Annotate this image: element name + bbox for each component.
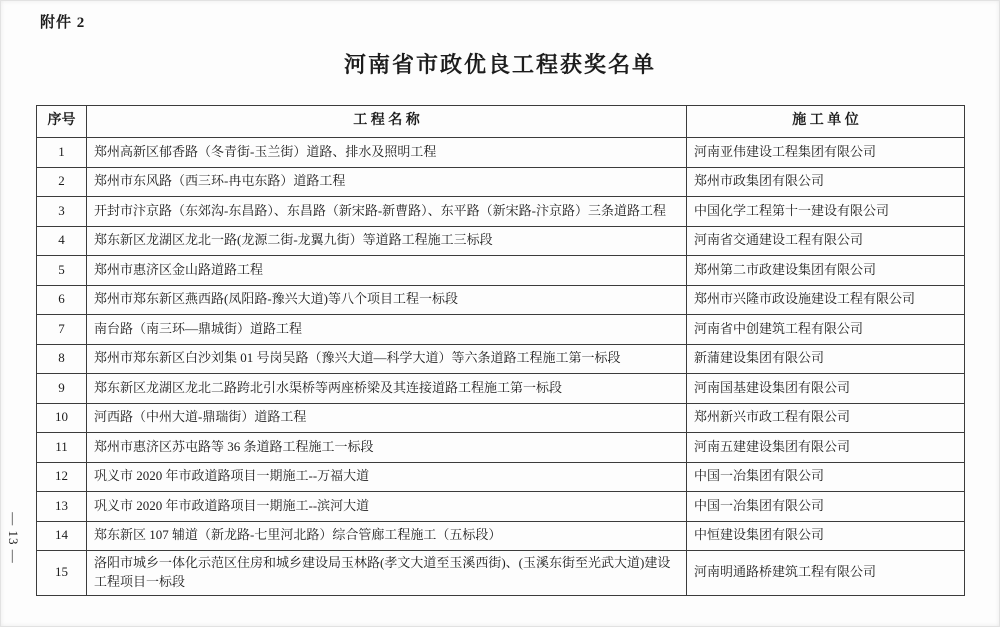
project-name-cell: 郑州市东风路（西三环-冉屯东路）道路工程 xyxy=(87,167,687,197)
project-name-cell: 郑州市郑东新区燕西路(凤阳路-豫兴大道)等八个项目工程一标段 xyxy=(87,285,687,315)
page-title: 河南省市政优良工程获奖名单 xyxy=(343,52,656,77)
table-row xyxy=(37,374,965,404)
row-index-cell: 1 xyxy=(37,138,87,168)
company-name-cell: 河南国基建设集团有限公司 xyxy=(687,374,965,404)
project-name-cell: 郑东新区龙湖区龙北二路跨北引水渠桥等两座桥梁及其连接道路工程施工第一标段 xyxy=(87,374,687,404)
row-index-cell: 10 xyxy=(37,403,87,433)
table-row xyxy=(37,492,965,522)
company-name-cell: 郑州市政集团有限公司 xyxy=(687,167,965,197)
company-name-cell: 河南亚伟建设工程集团有限公司 xyxy=(687,138,965,168)
row-index-cell: 7 xyxy=(37,315,87,345)
table-row xyxy=(37,226,965,256)
row-index-cell: 6 xyxy=(37,285,87,315)
company-name-cell: 河南五建建设集团有限公司 xyxy=(687,433,965,463)
table-row xyxy=(37,167,965,197)
table-row xyxy=(37,315,965,345)
company-name-cell: 中国一冶集团有限公司 xyxy=(687,462,965,492)
project-name-cell: 郑州市郑东新区白沙刘集 01 号岗吴路（豫兴大道—科学大道）等六条道路工程施工第一标段 xyxy=(87,344,687,374)
table-row xyxy=(37,521,965,551)
awards-table xyxy=(36,105,965,596)
row-index-cell: 11 xyxy=(37,433,87,463)
row-index-cell: 13 xyxy=(37,492,87,522)
header-index: 序号 xyxy=(37,106,87,138)
page-number xyxy=(0,492,28,584)
table-header-row xyxy=(37,106,965,138)
row-index-cell: 3 xyxy=(37,197,87,227)
row-index-cell: 8 xyxy=(37,344,87,374)
company-name-cell: 新蒲建设集团有限公司 xyxy=(687,344,965,374)
table-row xyxy=(37,462,965,492)
project-name-cell: 洛阳市城乡一体化示范区住房和城乡建设局玉林路(孝文大道至玉溪西街)、(玉溪东街至光武大道)建设工程项目一标段 xyxy=(87,551,687,596)
table-row xyxy=(37,403,965,433)
header-construction-company: 施 工 单 位 xyxy=(687,106,965,138)
header-project-name: 工 程 名 称 xyxy=(87,106,687,138)
table-row xyxy=(37,551,965,596)
company-name-cell: 中恒建设集团有限公司 xyxy=(687,521,965,551)
company-name-cell: 河南明通路桥建筑工程有限公司 xyxy=(687,551,965,596)
project-name-cell: 郑州高新区郁香路（冬青街-玉兰街）道路、排水及照明工程 xyxy=(87,138,687,168)
project-name-cell: 郑州市惠济区金山路道路工程 xyxy=(87,256,687,286)
table-row xyxy=(37,256,965,286)
project-name-cell: 郑东新区龙湖区龙北一路(龙源二街-龙翼九街）等道路工程施工三标段 xyxy=(87,226,687,256)
row-index-cell: 12 xyxy=(37,462,87,492)
project-name-cell: 郑州市惠济区苏屯路等 36 条道路工程施工一标段 xyxy=(87,433,687,463)
row-index-cell: 9 xyxy=(37,374,87,404)
page-number-text: — 13 — xyxy=(6,512,21,564)
row-index-cell: 14 xyxy=(37,521,87,551)
company-name-cell: 郑州新兴市政工程有限公司 xyxy=(687,403,965,433)
row-index-cell: 15 xyxy=(37,551,87,596)
table-row xyxy=(37,138,965,168)
project-name-cell: 巩义市 2020 年市政道路项目一期施工--滨河大道 xyxy=(87,492,687,522)
row-index-cell: 4 xyxy=(37,226,87,256)
table-row xyxy=(37,285,965,315)
project-name-cell: 开封市汴京路（东郊沟-东昌路）、东昌路（新宋路-新曹路）、东平路（新宋路-汴京路）三条道路工程 xyxy=(87,197,687,227)
attachment-label: 附件 2 xyxy=(40,15,86,31)
project-name-cell: 巩义市 2020 年市政道路项目一期施工--万福大道 xyxy=(87,462,687,492)
project-name-cell: 郑东新区 107 辅道（新龙路-七里河北路）综合管廊工程施工（五标段） xyxy=(87,521,687,551)
company-name-cell: 郑州市兴隆市政设施建设工程有限公司 xyxy=(687,285,965,315)
project-name-cell: 河西路（中州大道-鼎瑞街）道路工程 xyxy=(87,403,687,433)
company-name-cell: 河南省交通建设工程有限公司 xyxy=(687,226,965,256)
company-name-cell: 河南省中创建筑工程有限公司 xyxy=(687,315,965,345)
table-row xyxy=(37,433,965,463)
company-name-cell: 郑州第二市政建设集团有限公司 xyxy=(687,256,965,286)
table-row xyxy=(37,344,965,374)
row-index-cell: 5 xyxy=(37,256,87,286)
project-name-cell: 南台路（南三环—鼎城街）道路工程 xyxy=(87,315,687,345)
company-name-cell: 中国化学工程第十一建设有限公司 xyxy=(687,197,965,227)
table-row xyxy=(37,197,965,227)
row-index-cell: 2 xyxy=(37,167,87,197)
company-name-cell: 中国一冶集团有限公司 xyxy=(687,492,965,522)
